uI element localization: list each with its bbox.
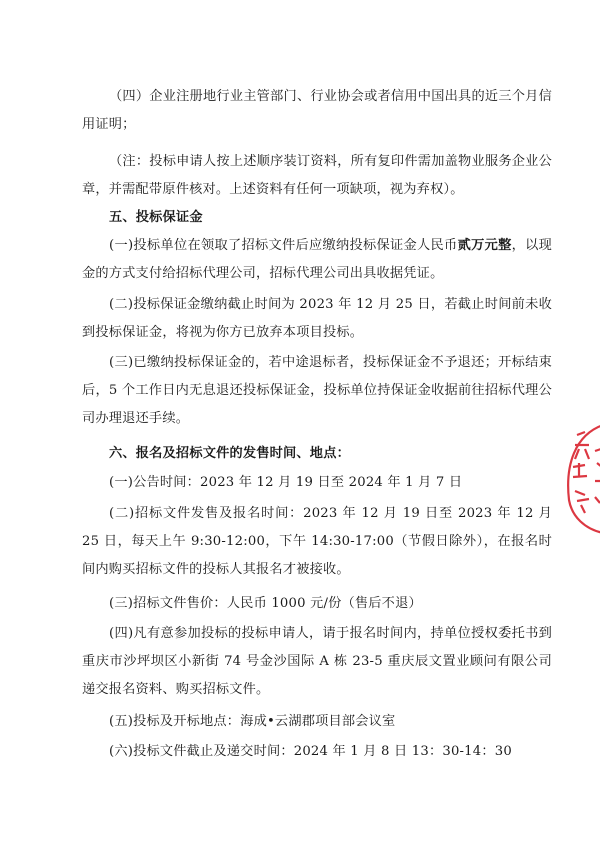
paragraph-credit-proof: （四）企业注册地行业主管部门、行业协会或者信用中国出具的近三个月信用证明；: [82, 89, 552, 132]
paragraph-opening-location: (五)投标及开标地点：海成•云湖郡项目部会议室: [109, 714, 396, 729]
paragraph-deposit-deadline: (二)投标保证金缴纳截止时间为 2023 年 12 月 25 日，若截止时间前未收到投标保证金，将视为你方已放弃本项目投标。: [82, 297, 552, 340]
paragraph-price: (三)招标文件售价：人民币 1000 元/份（售后不退）: [109, 596, 422, 611]
paragraph-submission-time: (六)投标文件截止及递交时间：2024 年 1 月 8 日 13：30-14：30: [109, 744, 512, 759]
section-heading-registration: 六、报名及招标文件的发售时间、地点：: [109, 446, 350, 461]
paragraph-registration-place: (四)凡有意参加投标的投标申请人，请于报名时间内，持单位授权委托书到重庆市沙坪坝区小新街 74 号金沙国际 A 栋 23-5 重庆辰文置业顾问有限公司递交报名资料、购买招标文件。: [82, 626, 552, 697]
paragraph-binding-note: （注：投标申请人按上述顺序装订资料，所有复印件需加盖物业服务企业公章，并需配带原件核对。上述资料有任何一项缺项，视为弃权）。: [82, 154, 552, 197]
deposit-amount-bold: 贰万元整: [457, 238, 512, 253]
paragraph-deposit-refund: (三)已缴纳投标保证金的，若中途退标者，投标保证金不予退还；开标结束后，5 个工作日内无息退还投标保证金，投标单位持保证金收据前往招标代理公司办理退还手续。: [82, 355, 552, 426]
deposit-text-pre: (一)投标单位在领取了招标文件后应缴纳投标保证金人民币: [109, 238, 458, 253]
paragraph-deposit-amount: [82, 232, 552, 288]
section-heading-deposit: 五、投标保证金: [109, 210, 203, 225]
paragraph-sale-time: (二)招标文件发售及报名时间：2023 年 12 月 19 日至 2023 年 12 月 25 日，每天上午 9:30-12:00，下午 14:30-17:00（节假日除外），在报名时间内购买招标文件的投标人其报名才被接收。: [82, 506, 552, 577]
red-seal-stamp: [555, 405, 600, 535]
deposit-text-post: ，以现金的方式支付给招标代理公司，招标代理公司出具收据凭证。: [82, 238, 552, 281]
paragraph-announcement-time: (一)公告时间：2023 年 12 月 19 日至 2024 年 1 月 7 日: [109, 475, 463, 490]
